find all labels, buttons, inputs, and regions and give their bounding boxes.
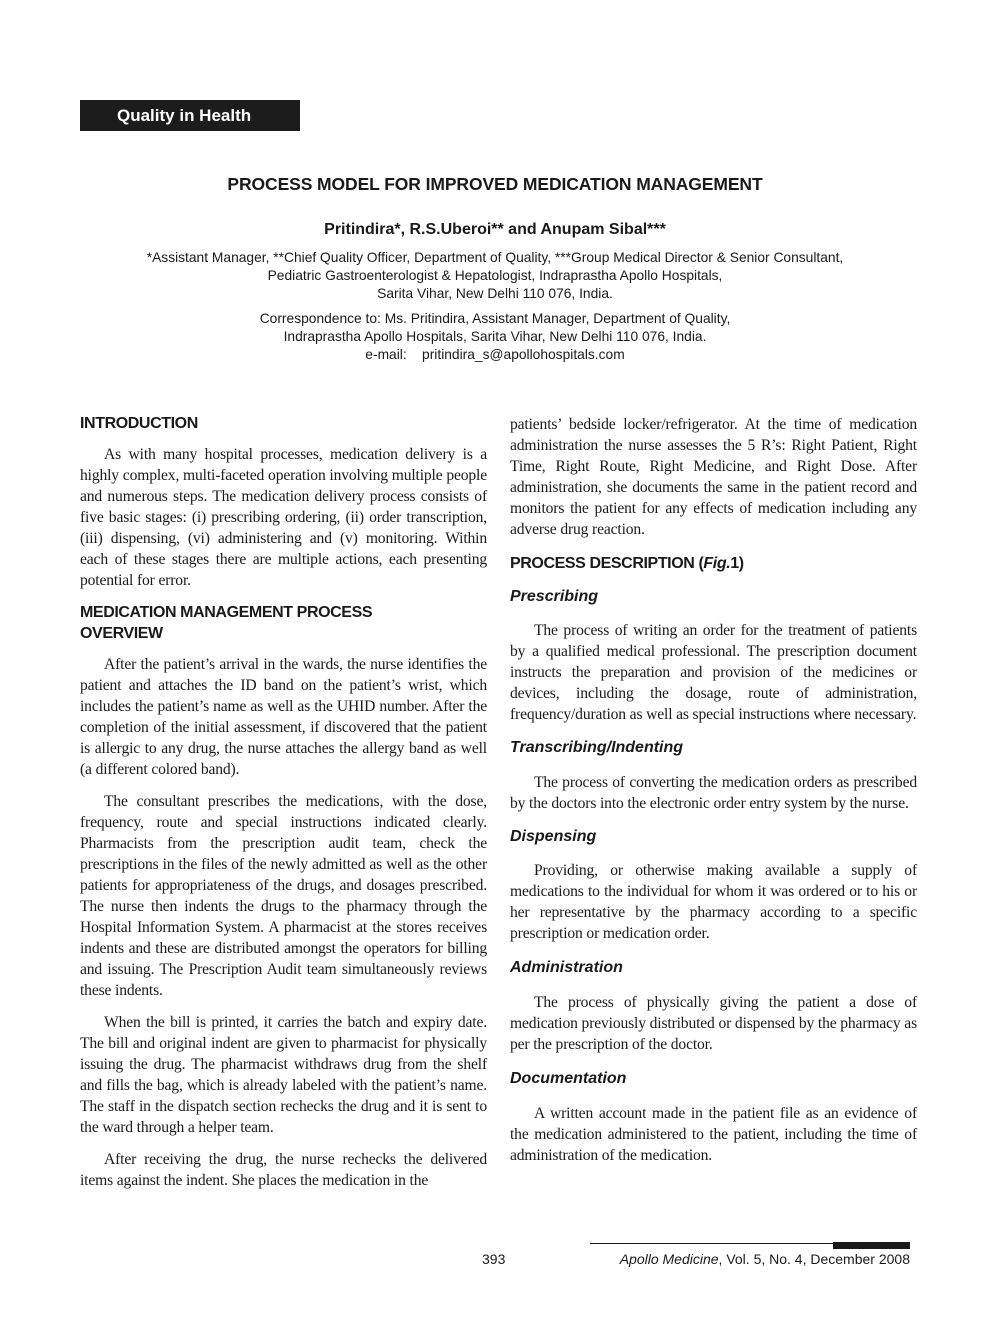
overview-paragraph: The consultant prescribes the medications, with the dose, frequency, route and special instructions indicated clearly. Pharmacists from the prescription audit team, check the prescriptions in the files of the newly admitted as well as the other patients for appropriateness of the drugs, and dosages prescribed. The nurse then indents the drugs to the pharmacy through the Hospital Information System. A pharmacist at the stores receives indents and these are distributed amongst the operators for billing and issuing. The Prescription Audit team simultaneously reviews these indents.	[80, 793, 487, 999]
section-tag: Quality in Health	[80, 100, 300, 131]
administration-paragraph: The process of physically giving the patient a dose of medication previously distributed or dispensed by the pharmacy as per the prescription of the doctor.	[510, 994, 917, 1053]
introduction-heading: INTRODUCTION	[80, 415, 198, 432]
journal-name: Apollo Medicine	[619, 1251, 719, 1267]
process-description-heading	[510, 553, 917, 574]
article-title: PROCESS MODEL FOR IMPROVED MEDICATION MANAGEMENT	[227, 174, 763, 194]
correspondence-line: Indraprastha Apollo Hospitals, Sarita Vihar, New Delhi 110 076, India.	[283, 329, 707, 345]
documentation-heading: Documentation	[510, 1070, 627, 1087]
correspondence-block	[80, 310, 910, 365]
correspondence-email: e-mail: pritindira_s@apollohospitals.com	[365, 347, 625, 363]
dispensing-heading: Dispensing	[510, 828, 597, 845]
overview-paragraph: After receiving the drug, the nurse rechecks the delivered items against the indent. She places the medication in the	[80, 1151, 487, 1189]
documentation-paragraph: A written account made in the patient file as an evidence of the medication administered to the patient, including the time of administration of the medication.	[510, 1105, 917, 1164]
prescribing-paragraph: The process of writing an order for the treatment of patients by a qualified medical professional. The prescription document instructs the preparation and provision of the medicines or devices, including the dosage, route of administration, frequency/duration as well as special instructions where necessary.	[510, 622, 917, 723]
introduction-paragraph: As with many hospital processes, medication delivery is a highly complex, multi-faceted operation involving multiple people and numerous steps. The medication delivery process consists of five basic stages: (i) prescribing ordering, (ii) order transcription, (iii) dispensing, (vi) administering and (v) monitoring. Within each of these stages there are multiple actions, each presenting potential for error.	[80, 446, 487, 589]
overview-paragraph: When the bill is printed, it carries the batch and expiry date. The bill and original indent are given to pharmacist for physically issuing the drug. The pharmacist withdraws drug from the shelf and fills the bag, which is already labeled with the patient’s name. The staff in the dispatch section rechecks the drug and it is sent to the ward through a helper team.	[80, 1014, 487, 1136]
page-number: 393	[482, 1251, 506, 1267]
affiliation-line: Sarita Vihar, New Delhi 110 076, India.	[377, 286, 613, 302]
administration-heading: Administration	[510, 959, 623, 976]
footer-bar	[833, 1242, 910, 1249]
overview-heading: MEDICATION MANAGEMENT PROCESS OVERVIEW	[80, 604, 373, 642]
process-heading-suffix: 1)	[730, 555, 744, 572]
left-column	[80, 413, 487, 1202]
dispensing-paragraph: Providing, or otherwise making available a supply of medications to the individual for whom it was ordered or to his or her representative by the pharmacy according to a specific prescription or medication order.	[510, 862, 917, 942]
prescribing-heading: Prescribing	[510, 588, 599, 605]
correspondence-line: Correspondence to: Ms. Pritindira, Assistant Manager, Department of Quality,	[259, 311, 731, 326]
figure-reference: Fig.	[703, 555, 731, 572]
article-authors: Pritindira*, R.S.Uberoi** and Anupam Sibal***	[324, 221, 666, 238]
author-affiliations	[80, 249, 910, 304]
overview-paragraph: After the patient’s arrival in the wards, the nurse identifies the patient and attaches the ID band on the patient’s wrist, which includes the patient’s name as well as the UHID number. After the completion of the initial assessment, if discovered that the patient is allergic to any drug, the nurse attaches the allergy band as well (a different colored band).	[80, 656, 487, 778]
affiliation-line: Pediatric Gastroenterologist & Hepatologist, Indraprastha Apollo Hospitals,	[267, 268, 723, 284]
affiliation-line: *Assistant Manager, **Chief Quality Officer, Department of Quality, ***Group Medical Director & Senior Consultant,	[146, 250, 844, 265]
transcribing-paragraph: The process of converting the medication orders as prescribed by the doctors into the electronic order entry system by the nurse.	[510, 774, 917, 812]
transcribing-heading: Transcribing/Indenting	[510, 739, 684, 756]
process-heading-prefix: PROCESS DESCRIPTION (	[510, 555, 704, 572]
right-column	[510, 414, 917, 1177]
continued-paragraph: patients’ bedside locker/refrigerator. At the time of medication administration the nurse assesses the 5 R’s: Right Patient, Right Time, Right Route, Right Medicine, and Right Dose. After administration, she documents the same in the patient record and monitors the patient for any effects of medication including any adverse drug reaction.	[510, 416, 917, 538]
journal-details: , Vol. 5, No. 4, December 2008	[718, 1251, 910, 1267]
journal-citation	[620, 1251, 910, 1267]
